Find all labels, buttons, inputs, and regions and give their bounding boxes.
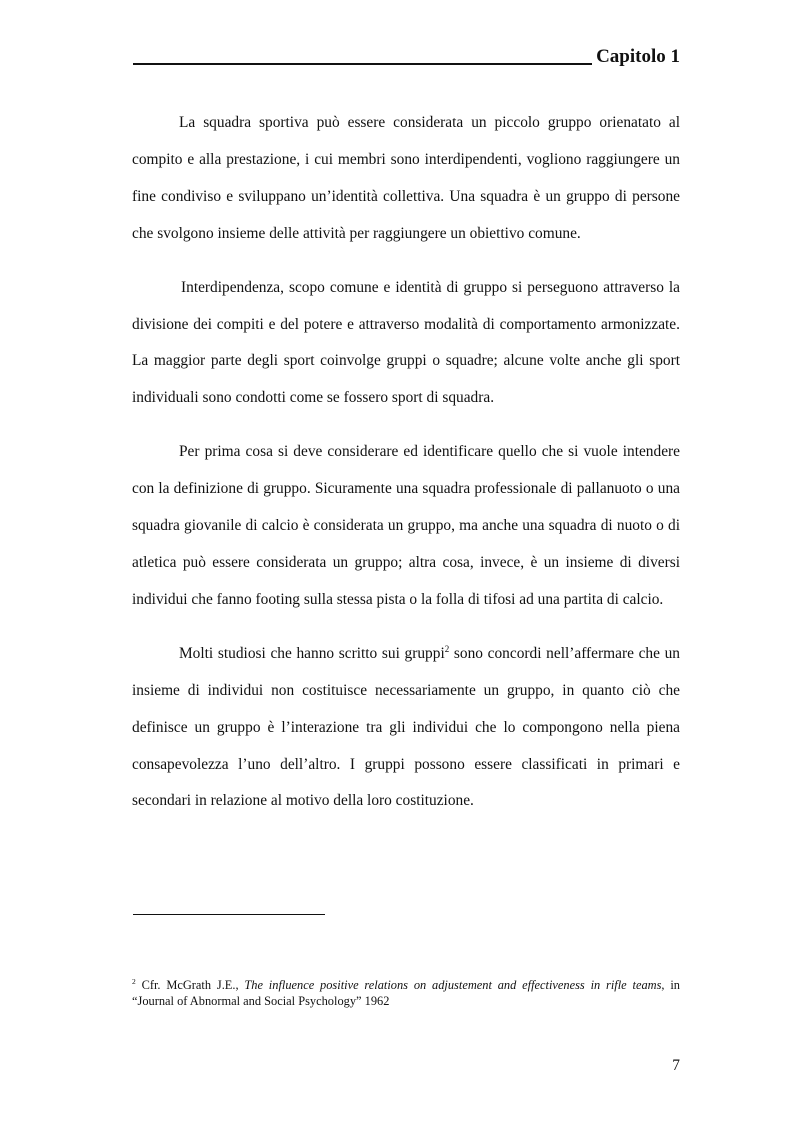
paragraph: La squadra sportiva può essere considerata un piccolo gruppo orienatato al compito e alla prestazione, i cui membri sono interdipendenti, vogliono raggiungere un fine condiviso e sviluppano un’identità collettiva. Una squadra è un gruppo di persone che svolgono insieme delle attività per raggiungere un obiettivo comune.: [132, 114, 680, 242]
paragraph: [132, 636, 680, 821]
footnote-reference[interactable]: 2: [444, 643, 450, 654]
footnote-number: 2: [132, 977, 136, 986]
paragraph-text: sono concordi nell’affermare che un insieme di individui non costituisce necessariamente un gruppo, in quanto ciò che definisce un gruppo è l’interazione tra gli individui che lo compongono nella piena consapevolezza l’uno dell’altro. I gruppi possono essere classificati in primari e secondari in relazione al motivo della loro costituzione.: [132, 644, 680, 810]
paragraph-text: Molti studiosi che hanno scritto sui gruppi: [179, 644, 445, 662]
footnote-suffix: , in “Journal of Abnormal and Social Psychology” 1962: [132, 978, 680, 1008]
footnote: [132, 977, 680, 1009]
header-rule: [133, 63, 592, 65]
footnote-prefix: Cfr. McGrath J.E.,: [135, 978, 245, 992]
body-text: [132, 105, 680, 837]
paragraph: Per prima cosa si deve considerare ed identificare quello che si vuole intendere con la definizione di gruppo. Sicuramente una squadra professionale di pallanuoto o una squadra giovanile di calcio è considerata un gruppo, ma anche una squadra di nuoto o di atletica può essere considerata un gruppo; altra cosa, invece, è un insieme di diversi individui che fanno footing sulla stessa pista o la folla di tifosi ad una partita di calcio.: [132, 443, 680, 608]
footnote-separator: [133, 914, 325, 915]
paragraph: Interdipendenza, scopo comune e identità di gruppo si perseguono attraverso la divisione dei compiti e del potere e attraverso modalità di comportamento armonizzate. La maggior parte degli sport coinvolge gruppi o squadre; alcune volte anche gli sport individuali sono condotti come se fossero sport di squadra.: [132, 278, 680, 407]
footnote-title: The influence positive relations on adjustement and effectiveness in rifle teams: [244, 978, 662, 992]
chapter-title: Capitolo 1: [596, 46, 680, 67]
page-number: 7: [672, 1057, 680, 1074]
